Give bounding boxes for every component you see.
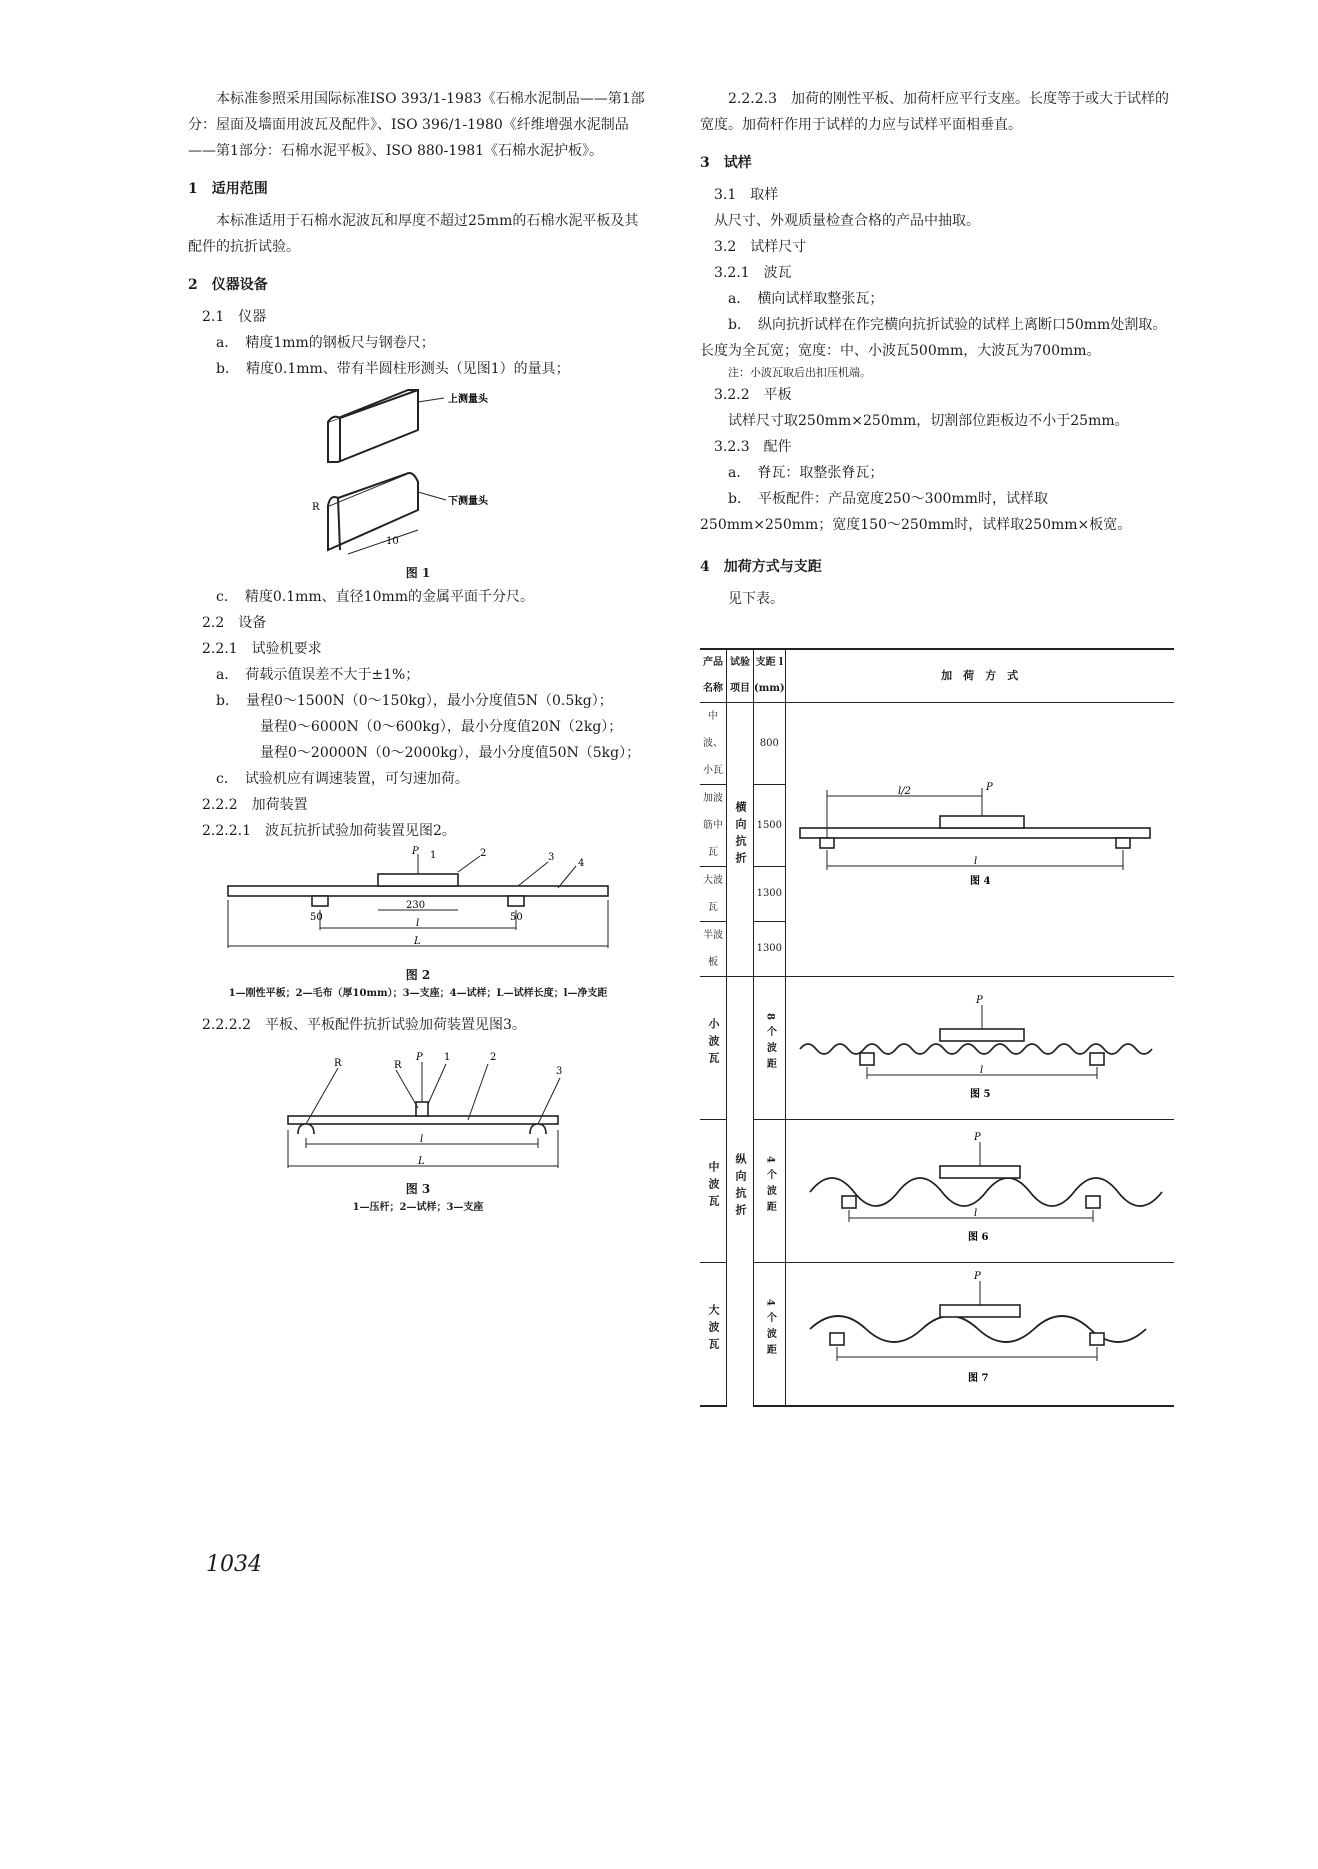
- right-column: [700, 86, 1170, 1407]
- figure-3-caption: 图 3: [405, 1182, 431, 1196]
- span-lower-0: 8个波距: [764, 1012, 776, 1074]
- product-upper-2: 大波瓦: [703, 875, 723, 913]
- header-span: 支距 l (mm): [754, 649, 786, 703]
- fig6-load-p: P: [973, 1132, 981, 1143]
- fig1-dimension: 10: [386, 536, 399, 547]
- figure-1: [268, 382, 568, 562]
- left-column: [188, 86, 648, 1216]
- section-1-text: 本标准适用于石棉水泥波瓦和厚度不超过25mm的石棉水泥平板及其配件的抗折试验。: [188, 213, 639, 255]
- section-3-title: 3 试样: [700, 155, 752, 171]
- figure-6-caption: 图 6: [967, 1232, 989, 1243]
- section-2-2: 2.2 设备: [202, 615, 267, 631]
- item-2-2-2-3: 2.2.2.3 加荷的刚性平板、加荷杆应平行支座。长度等于或大于试样的宽度。加荷杆作用于试样的力应与试样平面相垂直。: [700, 91, 1169, 133]
- fig3-load-p: P: [416, 1052, 423, 1063]
- figure-2-legend: 1—刚性平板；2—毛布（厚10mm）；3—支座；4—试样；L—试样长度；l—净支距: [228, 988, 608, 999]
- product-upper-0: 中波、小瓦: [703, 711, 723, 776]
- fig3-num-2: 2: [490, 1052, 497, 1063]
- section-3-2-1: 3.2.1 波瓦: [714, 265, 792, 281]
- item-3-2-1-a: a． 横向试样取整张瓦；: [728, 291, 884, 307]
- fig6-span-l: l: [973, 1208, 977, 1219]
- section-3-1: 3.1 取样: [714, 187, 779, 203]
- figure-6: [790, 1126, 1170, 1246]
- fig3-radius-left: R: [334, 1058, 342, 1069]
- figure-3: [268, 1038, 568, 1178]
- item-2-2-1-b1: b． 量程0～1500N（0～150kg），最小分度值5N（0.5kg）；: [216, 693, 613, 709]
- fig2-num-1: 1: [430, 850, 437, 861]
- product-lower-2: 大波瓦: [707, 1303, 720, 1355]
- table-header-row: [700, 649, 1174, 703]
- fig1-lower-label: 下测量头: [448, 496, 488, 507]
- item-2-1-b: b． 精度0.1mm、带有半圆柱形测头（见图1）的量具；: [216, 361, 570, 377]
- table-row: [700, 703, 1174, 785]
- item-2-2-1-b2: 量程0～6000N（0～600kg），最小分度值20N（2kg）；: [260, 719, 623, 735]
- figure-7-caption: 图 7: [967, 1373, 989, 1384]
- fig5-load-p: P: [975, 995, 983, 1006]
- fig2-length-L: L: [414, 936, 421, 947]
- fig2-num-4: 4: [578, 858, 585, 869]
- product-upper-3: 半波板: [703, 930, 723, 968]
- fig4-span-l: l: [973, 855, 977, 867]
- figure-7: [790, 1269, 1170, 1389]
- page-number: 1034: [206, 1552, 262, 1577]
- figure-2-caption: 图 2: [405, 968, 431, 982]
- intro-paragraph: 本标准参照采用国际标准ISO 393/1-1983《石棉水泥制品——第1部分：屋面及墙面用波瓦及配件》、ISO 396/1-1980《纤维增强水泥制品——第1部分：石棉水泥平板》、ISO 880-1981《石棉水泥护板》。: [188, 91, 645, 159]
- fig2-num-2: 2: [480, 848, 487, 859]
- section-2-2-2-1: 2.2.2.1 波瓦抗折试验加荷装置见图2。: [202, 823, 456, 839]
- item-3-2-1-b: b． 纵向抗折试样在作完横向抗折试验的试样上离断口50mm处割取。长度为全瓦宽；宽度：中、小波瓦500mm，大波瓦为700mm。: [700, 317, 1167, 359]
- fig1-radius-label: R: [312, 502, 320, 513]
- table-row: [700, 1263, 1174, 1407]
- fig2-dim-50-right: 50: [510, 912, 523, 923]
- fig3-radius-center: R: [394, 1060, 402, 1071]
- test-transverse: 横向抗折: [734, 800, 747, 869]
- section-2-2-2-2: 2.2.2.2 平板、平板配件抗折试验加荷装置见图3。: [202, 1017, 526, 1033]
- fig3-num-1: 1: [444, 1052, 451, 1063]
- item-2-1-a: a． 精度1mm的钢板尺与钢卷尺；: [216, 335, 435, 351]
- fig2-num-3: 3: [548, 852, 555, 863]
- table-row: [700, 977, 1174, 1120]
- figure-4-caption: 图 4: [969, 875, 991, 887]
- item-2-2-1-c: c． 试验机应有调速装置，可匀速加荷。: [216, 771, 469, 787]
- fig2-load-p: P: [412, 846, 419, 857]
- product-lower-0: 小波瓦: [707, 1017, 720, 1069]
- section-4-title: 4 加荷方式与支距: [700, 559, 822, 575]
- span-upper-0: 800: [754, 703, 786, 785]
- span-upper-1: 1500: [754, 785, 786, 867]
- header-method: 加 荷 方 式: [785, 649, 1174, 703]
- section-3-2-1-note: 注：小波瓦取后出扣压机端。: [728, 366, 871, 379]
- fig3-num-3: 3: [556, 1066, 563, 1077]
- section-2-2-2: 2.2.2 加荷装置: [202, 797, 308, 813]
- figure-4: [790, 780, 1170, 890]
- product-upper-1: 加波筋中瓦: [703, 793, 723, 858]
- fig4-half-span: l/2: [897, 785, 911, 797]
- section-2-2-1: 2.2.1 试验机要求: [202, 641, 322, 657]
- item-2-2-1-a: a． 荷载示值误差不大于±1%；: [216, 667, 420, 683]
- header-test: 试验项目: [727, 649, 754, 703]
- section-2-1: 2.1 仪器: [202, 309, 267, 325]
- fig7-load-p: P: [973, 1271, 981, 1282]
- figure-5-caption: 图 5: [969, 1089, 991, 1100]
- section-1-title: 1 适用范围: [188, 181, 268, 197]
- section-3-2-3: 3.2.3 配件: [714, 439, 792, 455]
- item-2-1-c: c． 精度0.1mm、直径10mm的金属平面千分尺。: [216, 589, 535, 605]
- fig2-dim-230: 230: [406, 900, 426, 911]
- header-product: 产品名称: [700, 649, 727, 703]
- fig3-length-L: L: [418, 1156, 425, 1167]
- fig4-load-p: P: [985, 781, 993, 793]
- fig3-span-l: l: [420, 1134, 424, 1145]
- figure-5: [790, 983, 1170, 1103]
- span-lower-2: 4个波距: [764, 1298, 776, 1360]
- figure-3-legend: 1—压杆；2—试样；3—支座: [352, 1202, 484, 1213]
- product-lower-1: 中波瓦: [707, 1160, 720, 1212]
- fig1-upper-label: 上测量头: [448, 394, 488, 405]
- item-2-2-1-b3: 量程0～20000N（0～2000kg），最小分度值50N（5kg）；: [260, 745, 641, 761]
- figure-1-caption: 图 1: [405, 566, 431, 580]
- item-3-2-3-b: b． 平板配件：产品宽度250～300mm时，试样取250mm×250mm；宽度150～250mm时，试样取250mm×板宽。: [700, 491, 1132, 533]
- section-3-2: 3.2 试样尺寸: [714, 239, 807, 255]
- section-3-2-2-text: 试样尺寸取250mm×250mm，切割部位距板边不小于25mm。: [728, 413, 1129, 429]
- section-3-2-2: 3.2.2 平板: [714, 387, 792, 403]
- section-4-text: 见下表。: [728, 591, 784, 607]
- figure-2: [218, 844, 618, 964]
- fig2-span-l: l: [416, 918, 420, 929]
- test-longitudinal: 纵向抗折: [734, 1152, 747, 1221]
- fig5-span-l: l: [979, 1065, 983, 1076]
- span-upper-2: 1300: [754, 867, 786, 922]
- loading-table: [700, 648, 1174, 1407]
- span-upper-3: 1300: [754, 922, 786, 977]
- span-lower-1: 4个波距: [764, 1155, 776, 1217]
- item-3-2-3-a: a． 脊瓦：取整张脊瓦；: [728, 465, 884, 481]
- section-2-title: 2 仪器设备: [188, 277, 268, 293]
- fig2-dim-50-left: 50: [310, 912, 323, 923]
- table-row: [700, 1120, 1174, 1263]
- section-3-1-text: 从尺寸、外观质量检查合格的产品中抽取。: [714, 213, 980, 229]
